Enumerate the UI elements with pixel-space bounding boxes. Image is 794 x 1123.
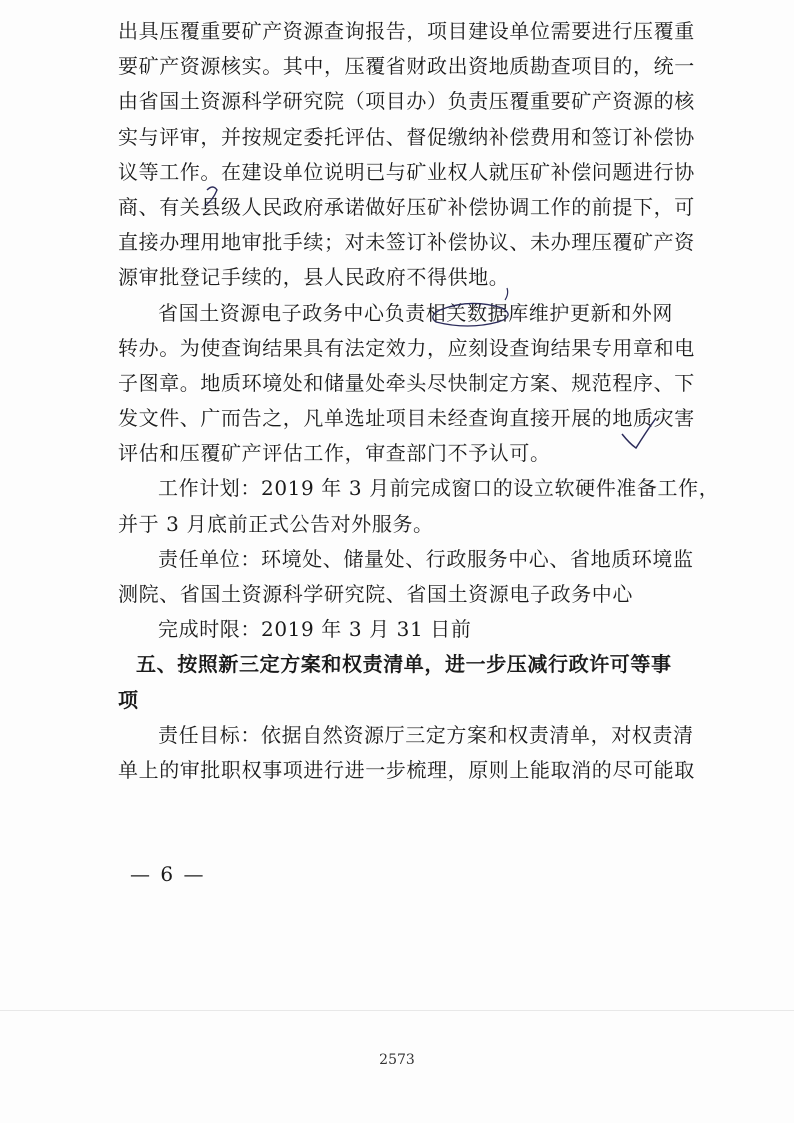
- heading-line: 项: [118, 687, 139, 712]
- text-line: 议等工作。在建设单位说明已与矿业权人就压矿补偿问题进行协: [118, 159, 695, 184]
- document-body: [118, 14, 720, 788]
- text-line: 源审批登记手续的，县人民政府不得供地。: [118, 265, 510, 290]
- text-line: 出具压覆重要矿产资源查询报告，项目建设单位需要进行压覆重: [118, 19, 695, 43]
- text-line: 转办。为使查询结果具有法定效力，应刻设查询结果专用章和电: [118, 335, 695, 360]
- paragraph-responsibility-target: [118, 718, 698, 788]
- scan-edge-divider: [0, 1010, 794, 1011]
- paragraph-work-plan: [118, 471, 720, 541]
- text-line: 责任目标：依据自然资源厅三定方案和权责清单，对权责清: [158, 722, 694, 747]
- paragraph-responsible-units: [118, 542, 698, 612]
- text-line: 由省国土资源科学研究院（项目办）负责压覆重要矿产资源的核: [118, 89, 695, 114]
- paragraph-1: [118, 14, 698, 296]
- text-line: 省国土资源电子政务中心负责相关数据库维护更新和外网: [158, 300, 673, 325]
- text-line: 直接办理用地审批手续；对未签订补偿协议、未办理压覆矿产资: [118, 230, 695, 255]
- text-line: 责任单位：环境处、储量处、行政服务中心、省地质环境监: [158, 546, 694, 571]
- page-number: — 6 —: [130, 862, 206, 886]
- text-line: 测院、省国土资源科学研究院、省国土资源电子政务中心: [118, 582, 633, 606]
- text-line: 完成时限：2019 年 3 月 31 日前: [158, 617, 472, 642]
- text-line: 评估和压覆矿产评估工作，审查部门不予认可。: [118, 441, 551, 466]
- paragraph-2: [118, 296, 698, 472]
- footer-serial-number: 2573: [379, 1052, 415, 1068]
- text-line: 单上的审批职权事项进行进一步梳理，原则上能取消的尽可能取: [118, 757, 695, 782]
- section-heading: [118, 647, 698, 717]
- text-line: 并于 3 月底前正式公告对外服务。: [118, 511, 434, 536]
- text-line: 工作计划：2019 年 3 月前完成窗口的设立软硬件准备工作，: [158, 476, 720, 501]
- text-line: 发文件、广而告之，凡单选址项目未经查询直接开展的地质灾害: [118, 406, 695, 431]
- text-line: 商、有关县级人民政府承诺做好压矿补偿协调工作的前提下，可: [118, 194, 695, 219]
- text-line: 实与评审，并按规定委托评估、督促缴纳补偿费用和签订补偿协: [118, 124, 695, 149]
- heading-line: 五、按照新三定方案和权责清单，进一步压减行政许可等事: [136, 652, 672, 677]
- paragraph-deadline: [118, 612, 698, 647]
- text-line: 子图章。地质环境处和储量处牵头尽快制定方案、规范程序、下: [118, 370, 695, 395]
- text-line: 要矿产资源核实。其中，压覆省财政出资地质勘查项目的，统一: [118, 54, 695, 79]
